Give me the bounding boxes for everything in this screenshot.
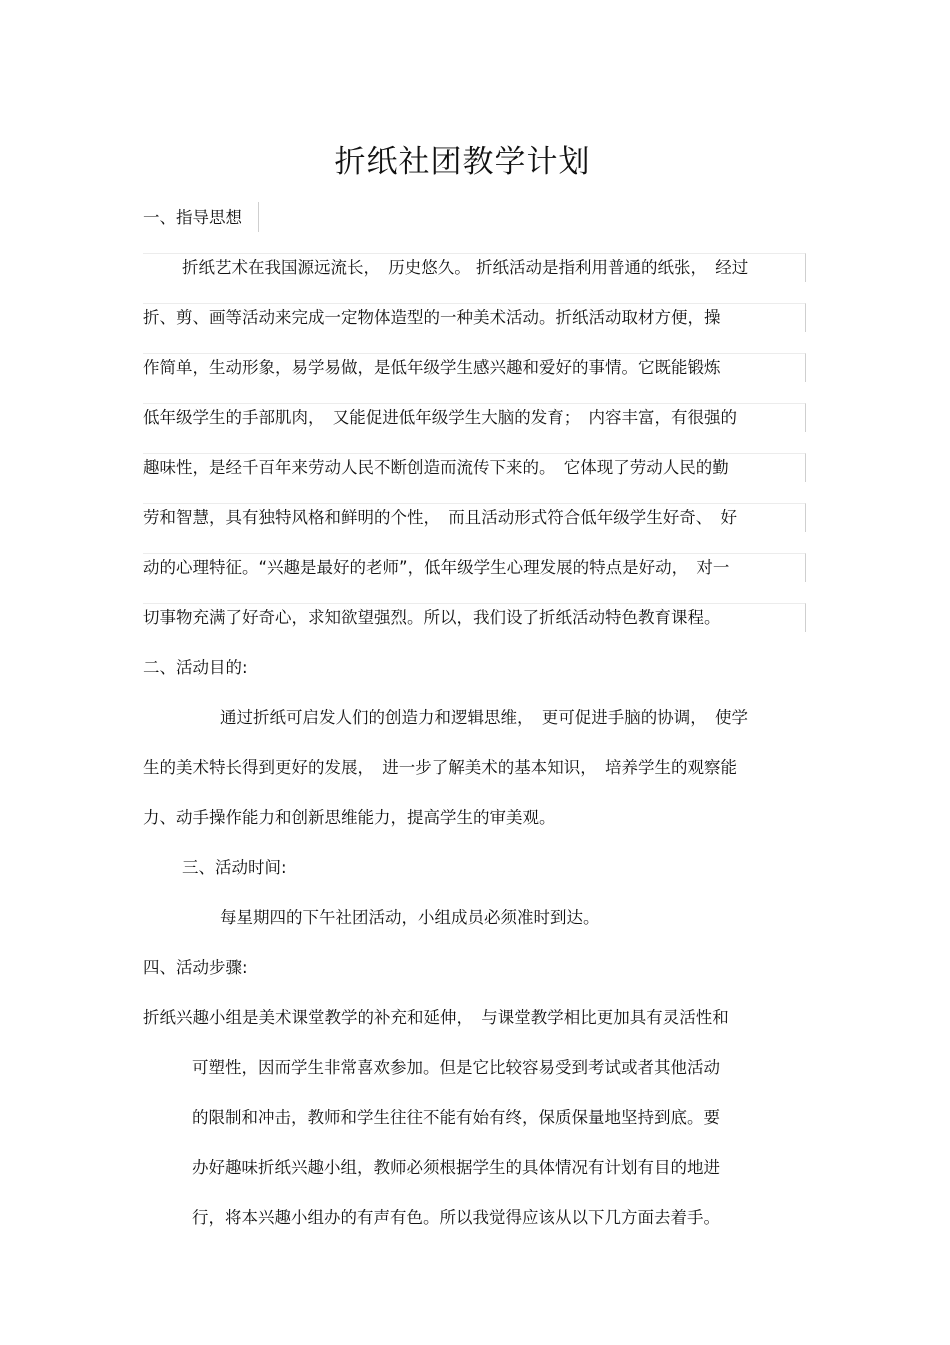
paragraph-line: 作简单，生动形象，易学易做，是低年级学生感兴趣和爱好的事情。它既能锻炼 [143,358,721,377]
paragraph-line: 的限制和冲击，教师和学生往往不能有始有终，保质保量地坚持到底。要 [192,1108,720,1127]
paragraph-line: 趣味性，是经千百年来劳动人民不断创造而流传下来的。 它体现了劳动人民的勤 [143,458,729,477]
document-title: 折纸社团教学计划 [334,144,591,180]
paragraph-line: 每星期四的下午社团活动，小组成员必须准时到达。 [220,908,600,927]
text-box-edge [258,202,259,232]
paragraph-line: 折、剪、画等活动来完成一定物体造型的一种美术活动。折纸活动取材方便，操 [143,308,721,327]
paragraph-line: 生的美术特长得到更好的发展， 进一步了解美术的基本知识， 培养学生的观察能 [143,758,737,777]
paragraph-line: 折纸兴趣小组是美术课堂教学的补充和延伸， 与课堂教学相比更加具有灵活性和 [143,1008,729,1027]
paragraph-line: 办好趣味折纸兴趣小组，教师必须根据学生的具体情况有计划有目的地进 [192,1158,720,1177]
paragraph-line: 行，将本兴趣小组办的有声有色。所以我觉得应该从以下几方面去着手。 [192,1208,720,1227]
paragraph-line: 折纸艺术在我国源远流长， 历史悠久。 折纸活动是指利用普通的纸张， 经过 [182,258,749,277]
section-heading-activity-steps: 四、活动步骤: [143,958,248,977]
paragraph-line: 低年级学生的手部肌肉， 又能促进低年级学生大脑的发育； 内容丰富，有很强的 [143,408,737,427]
paragraph-line: 劳和智慧，具有独特风格和鲜明的个性， 而且活动形式符合低年级学生好奇、 好 [143,508,737,527]
paragraph-line: 切事物充满了好奇心，求知欲望强烈。所以，我们设了折纸活动特色教育课程。 [143,608,721,627]
paragraph-line: 动的心理特征。“兴趣是最好的老师”，低年级学生心理发展的特点是好动， 对一 [143,558,730,577]
section-heading-activity-purpose: 二、活动目的: [143,658,248,677]
paragraph-line: 通过折纸可启发人们的创造力和逻辑思维， 更可促进手脑的协调， 使学 [220,708,748,727]
paragraph-line: 力、动手操作能力和创新思维能力，提高学生的审美观。 [143,808,556,827]
section-heading-activity-time: 三、活动时间: [182,858,287,877]
section-heading-guiding-ideology: 一、指导思想 [143,208,242,227]
paragraph-line: 可塑性，因而学生非常喜欢参加。但是它比较容易受到考试或者其他活动 [192,1058,720,1077]
